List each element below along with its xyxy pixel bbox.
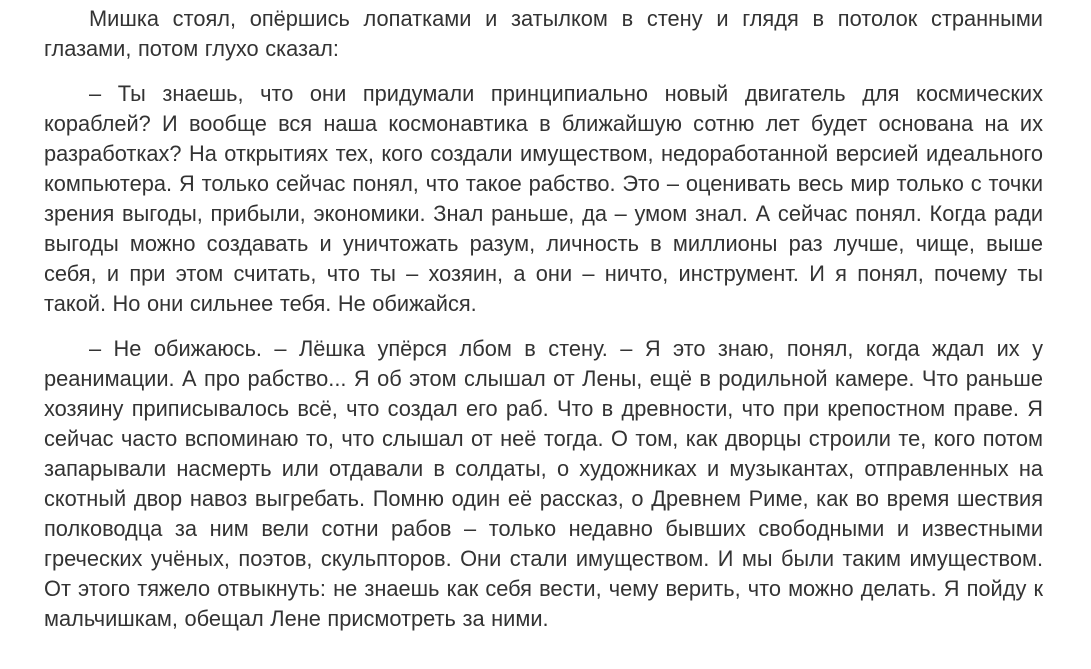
document-page [44, 4, 1043, 634]
paragraph-2: – Ты знаешь, что они придумали принципиально новый двигатель для космических кораблей? И вообще вся наша космонавтика в ближайшую сотню лет будет основана на их разработках? На открытиях тех, кого создали имуществом, недоработанной версией идеального компьютера. Я только сейчас понял, что такое рабство. Это – оценивать весь мир только с точки зрения выгоды, прибыли, экономики. Знал раньше, да – умом знал. А сейчас понял. Когда ради выгоды можно создавать и уничтожать разум, личность в миллионы раз лучше, чище, выше себя, и при этом считать, что ты – хозяин, а они – ничто, инструмент. И я понял, почему ты такой. Но они сильнее тебя. Не обижайся. [44, 81, 1043, 316]
paragraph-3: – Не обижаюсь. – Лёшка упёрся лбом в стену. – Я это знаю, понял, когда ждал их у реанимации. А про рабство... Я об этом слышал от Лены, ещё в родильной камере. Что раньше хозяину приписывалось всё, что создал его раб. Что в древности, что при крепостном праве. Я сейчас часто вспоминаю то, что слышал от неё тогда. О том, как дворцы строили те, кого потом запарывали насмерть или отдавали в солдаты, о художниках и музыкантах, отправленных на скотный двор навоз выгребать. Помню один её рассказ, о Древнем Риме, как во время шествия полководца за ним вели сотни рабов – только недавно бывших свободными и известными греческих учёных, поэтов, скульпторов. Они стали имуществом. И мы были таким имуществом. От этого тяжело отвыкнуть: не знаешь как себя вести, чему верить, что можно делать. Я пойду к мальчишкам, обещал Лене присмотреть за ними. [44, 336, 1043, 631]
paragraph-1: Мишка стоял, опёршись лопатками и затылком в стену и глядя в потолок странными глазами, потом глухо сказал: [44, 6, 1043, 61]
